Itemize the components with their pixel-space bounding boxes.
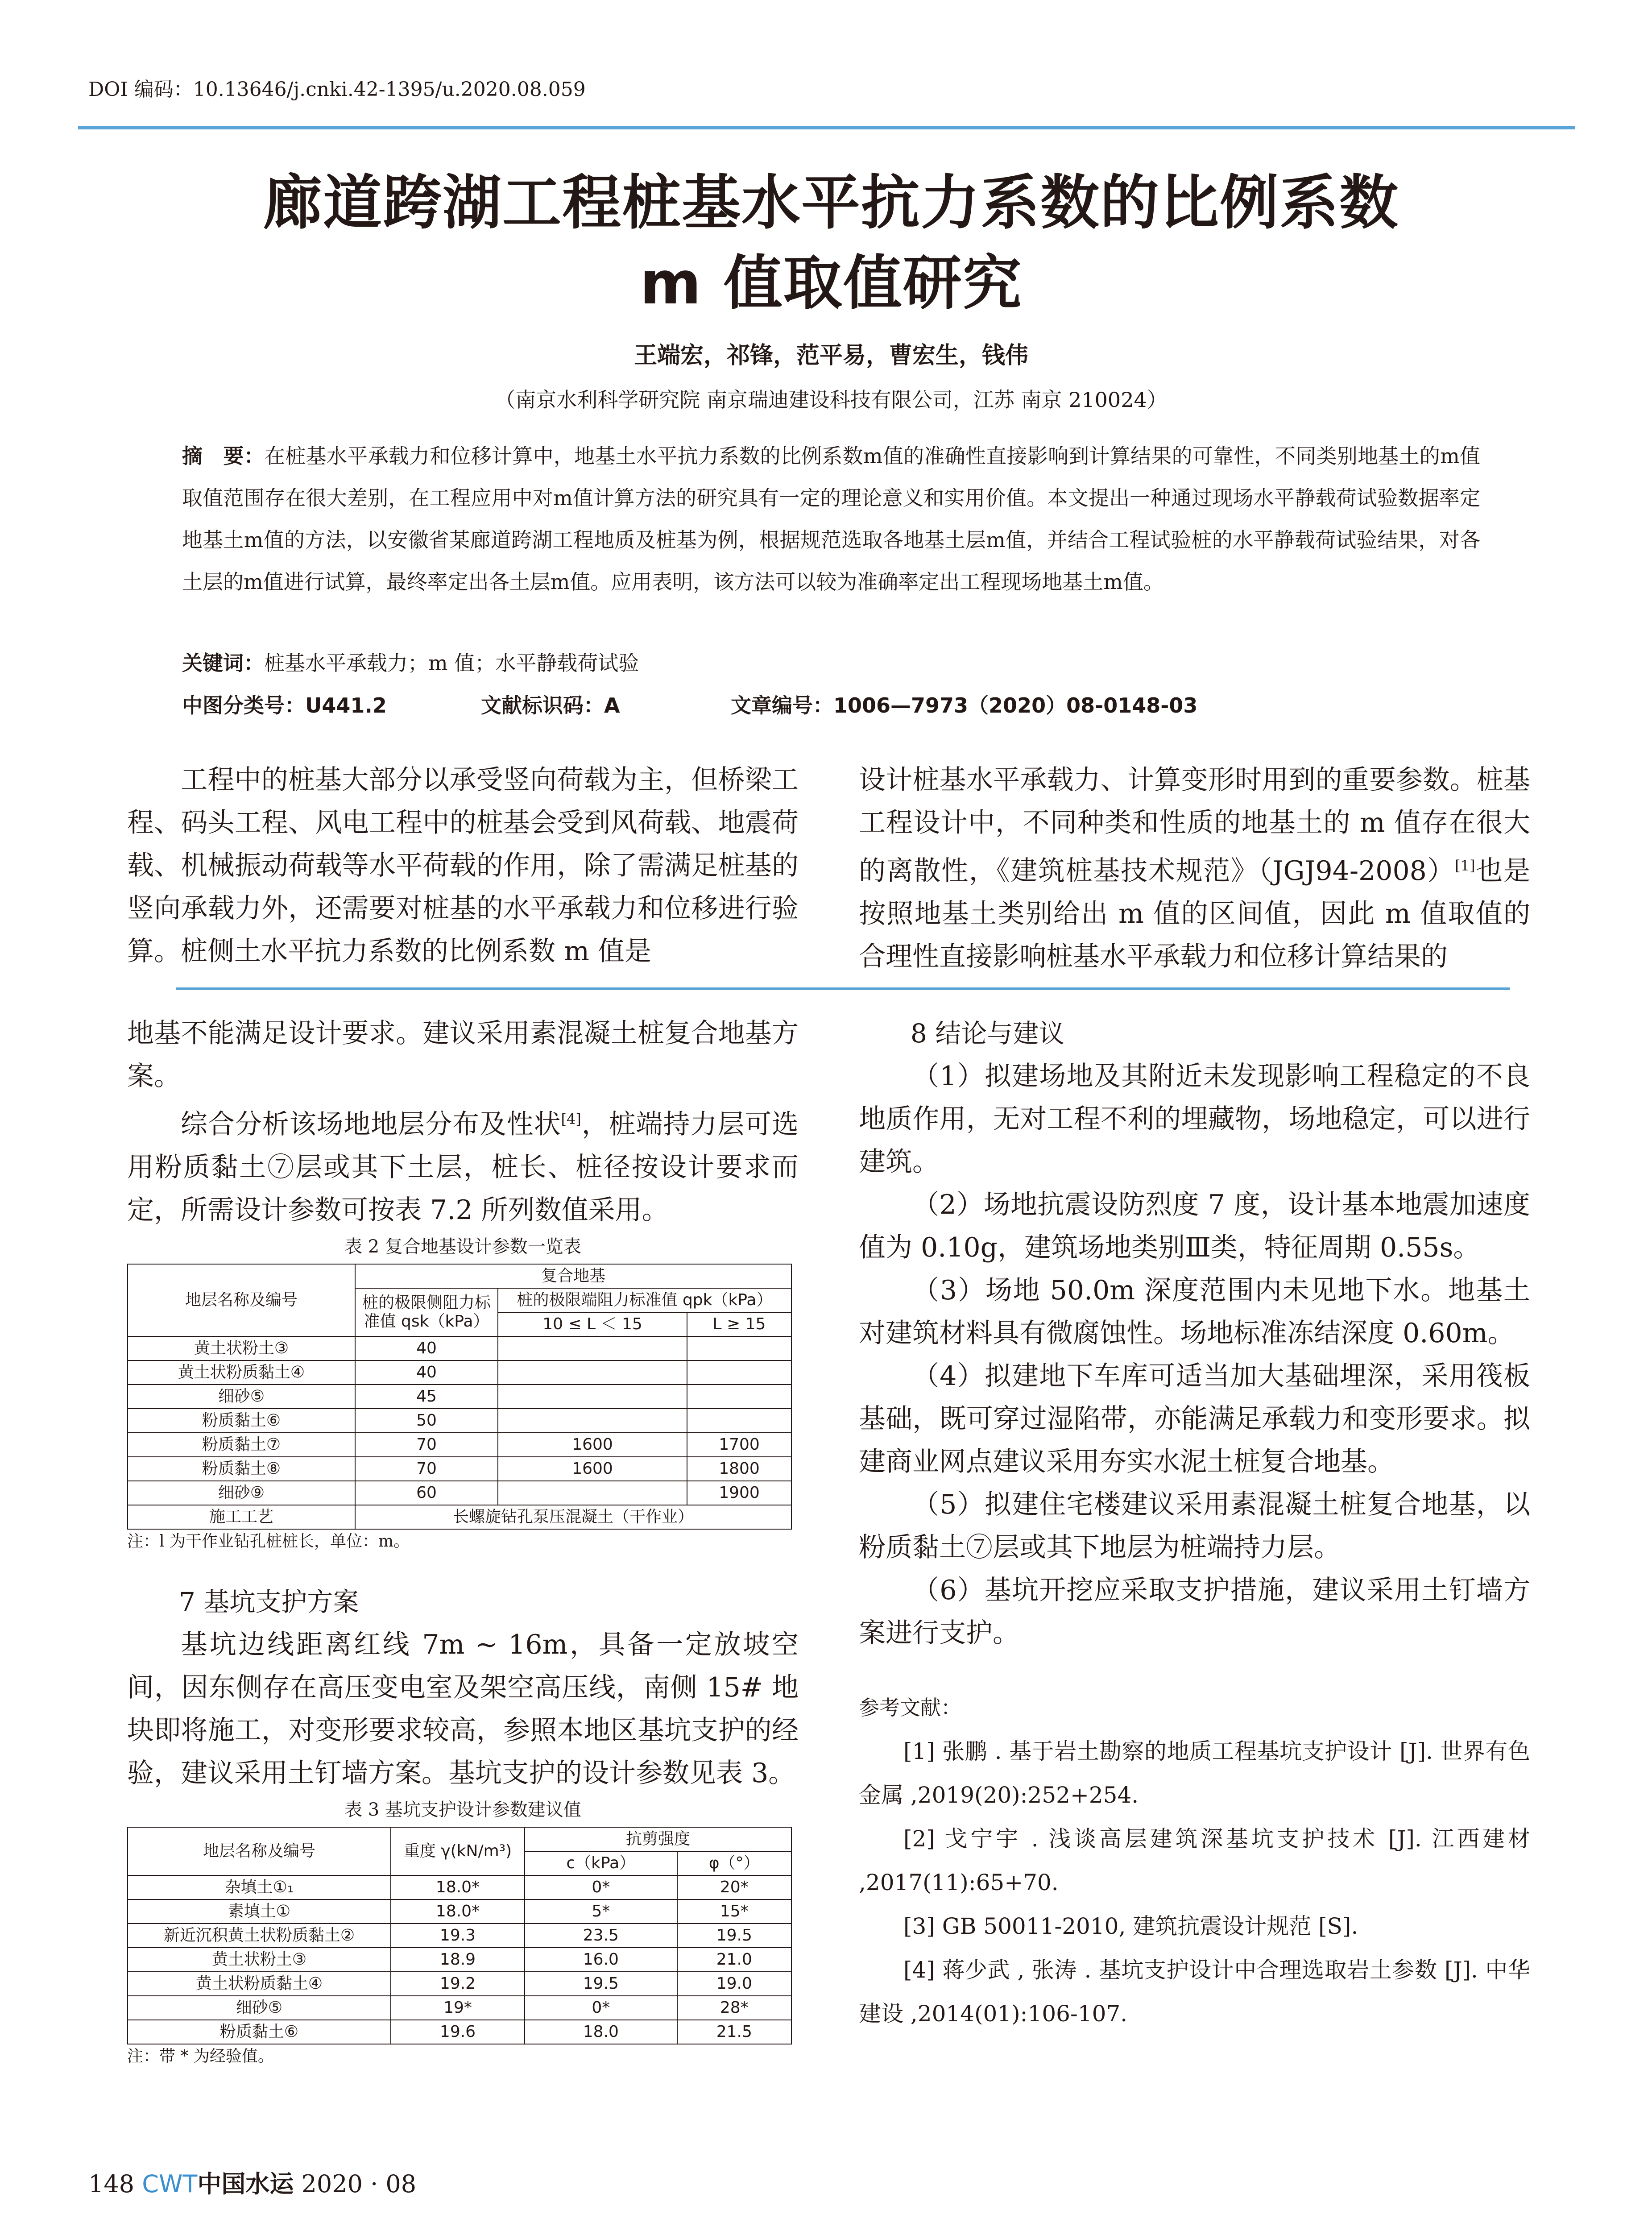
citation-4: [4]: [561, 1111, 581, 1128]
keywords: [182, 647, 639, 676]
table-cell: 粉质黏土⑦: [128, 1433, 355, 1457]
table-cell: 40: [355, 1336, 498, 1360]
table-row: [128, 1875, 791, 1899]
page-number: 148: [88, 2170, 135, 2198]
table3-header-c: c（kPa）: [525, 1851, 677, 1875]
intro-left-column: [127, 759, 799, 973]
table-cell: [498, 1409, 687, 1433]
table-row: [128, 2020, 791, 2044]
table-cell: 细砂⑤: [128, 1996, 391, 2020]
table-row: [128, 1360, 791, 1385]
table3-header-shear: 抗剪强度: [525, 1827, 791, 1851]
reference-item: [2] 戈宁宇 . 浅谈高层建筑深基坑支护技术 [J]. 江西建材 ,2017(11):65+70.: [859, 1826, 1530, 1895]
brand-logo-text: CWT: [142, 2170, 198, 2198]
table-row: [128, 1899, 791, 1924]
section-divider: [176, 987, 1510, 990]
table3-note: 注：带 * 为经验值。: [127, 2047, 274, 2065]
table-cell: 20*: [677, 1875, 791, 1899]
table-row: [128, 1948, 791, 1972]
intro-right-part-b: 也是按照地基土类别给出 m 值的区间值，因此 m 值取值的合理性直接影响桩基水平承载力和位移计算结果的: [859, 855, 1530, 972]
table3-header-gamma: 重度 γ(kN/m³): [391, 1827, 525, 1875]
table-cell: 19.0: [677, 1972, 791, 1996]
classification-line: [182, 689, 1197, 719]
table-row: [128, 1924, 791, 1948]
table-row: [128, 1996, 791, 2020]
article-title-line2: m 值取值研究: [640, 249, 1023, 318]
conclusion-item: （3）场地 50.0m 深度范围内未见地下水。地基土对建筑材料具有微腐蚀性。场地标准冻结深度 0.60m。: [859, 1275, 1530, 1349]
table-cell: [498, 1385, 687, 1409]
table-cell: [498, 1481, 687, 1505]
table-cell: 45: [355, 1385, 498, 1409]
table-row: [128, 1433, 791, 1457]
affiliation: （南京水利科学研究院 南京瑞迪建设科技有限公司，江苏 南京 210024）: [495, 388, 1168, 412]
lower-left-column: [127, 1012, 799, 2069]
table-cell: [687, 1385, 791, 1409]
conclusion-item: （5）拟建住宅楼建议采用素混凝土桩复合地基，以粉质黏土⑦层或其下地层为桩端持力层。: [859, 1489, 1530, 1563]
section-7-heading: 7 基坑支护方案: [179, 1587, 359, 1617]
table-cell: 18.0: [525, 2020, 677, 2044]
table-cell: [498, 1360, 687, 1385]
table-cell: 黄土状粉土③: [128, 1336, 355, 1360]
lower-right-column: [859, 1012, 1530, 2036]
page-footer: [88, 2165, 416, 2199]
table2-header-end: 桩的极限端阻力标准值 qpk（kPa）: [498, 1288, 791, 1312]
table-cell: 60: [355, 1481, 498, 1505]
table-row: [128, 1505, 791, 1529]
table-cell: 细砂⑤: [128, 1385, 355, 1409]
table-row: [128, 1457, 791, 1481]
reference-item: [1] 张鹏 . 基于岩土勘察的地质工程基坑支护设计 [J]. 世界有色金属 ,2019(20):252+254.: [859, 1738, 1530, 1808]
keywords-label: 关键词：: [182, 651, 264, 675]
table-cell: [687, 1336, 791, 1360]
table2-note: 注：l 为干作业钻孔桩桩长，单位：m。: [127, 1532, 410, 1551]
table-cell: 粉质黏土⑥: [128, 2020, 391, 2044]
table3-caption: 表 3 基坑支护设计参数建议值: [344, 1800, 581, 1820]
table3-header-phi: φ（°）: [677, 1851, 791, 1875]
table-row: [128, 1972, 791, 1996]
table-cell: 1700: [687, 1433, 791, 1457]
table2-header-side: 桩的极限侧阻力标准值 qsk（kPa）: [355, 1288, 498, 1336]
table-cell: 19*: [391, 1996, 525, 2020]
doi-line: DOI 编码：10.13646/j.cnki.42-1395/u.2020.08.059: [88, 78, 586, 101]
table-cell: [687, 1360, 791, 1385]
table2-caption: 表 2 复合地基设计参数一览表: [344, 1236, 581, 1257]
intro-right-column: [859, 759, 1530, 978]
table-cell: 素填土①: [128, 1899, 391, 1924]
document-code: 文献标识码：A: [481, 693, 620, 717]
table-row: [128, 1409, 791, 1433]
table-cell: 18.0*: [391, 1875, 525, 1899]
table-cell: 1800: [687, 1457, 791, 1481]
table-cell: [687, 1409, 791, 1433]
table-cell: 50: [355, 1409, 498, 1433]
section-8-heading: 8 结论与建议: [911, 1018, 1065, 1049]
table-cell: 施工工艺: [128, 1505, 355, 1529]
table-cell: 粉质黏土⑥: [128, 1409, 355, 1433]
intro-right-text: [859, 759, 1530, 978]
table-cell: [498, 1336, 687, 1360]
table2-header-l2: L ≥ 15: [687, 1312, 791, 1336]
table-cell: 5*: [525, 1899, 677, 1924]
table-cell: 黄土状粉质黏土④: [128, 1360, 355, 1385]
table-cell: 黄土状粉质黏土④: [128, 1972, 391, 1996]
table2-header-l1: 10 ≤ L ＜ 15: [498, 1312, 687, 1336]
table-cell: 19.3: [391, 1924, 525, 1948]
table-cell: 18.9: [391, 1948, 525, 1972]
citation-1: [1]: [1455, 857, 1475, 874]
strata-text-a: 综合分析该场地地层分布及性状: [181, 1109, 561, 1140]
table-cell: 40: [355, 1360, 498, 1385]
conclusion-item: （6）基坑开挖应采取支护措施，建议采用土钉墙方案进行支护。: [859, 1575, 1530, 1649]
table-cell: 70: [355, 1433, 498, 1457]
table-cell: 1900: [687, 1481, 791, 1505]
table-cell: 19.5: [525, 1972, 677, 1996]
strata-text-b: ，桩端持力层可选用粉质黏土⑦层或其下土层，桩长、桩径按设计要求而定，所需设计参数可按表 7.2 所列数值采用。: [127, 1109, 799, 1226]
table-cell: 粉质黏土⑧: [128, 1457, 355, 1481]
paragraph-strata: [127, 1098, 799, 1232]
table-cell: 19.5: [677, 1924, 791, 1948]
table-cell: 70: [355, 1457, 498, 1481]
table-row: [128, 1481, 791, 1505]
table-cell: 0*: [525, 1996, 677, 2020]
table3-header-name: 地层名称及编号: [128, 1827, 391, 1875]
table-cell: 0*: [525, 1875, 677, 1899]
table-cell: 28*: [677, 1996, 791, 2020]
header-rule: [78, 126, 1575, 129]
issue-number: 2020 · 08: [301, 2170, 417, 2198]
table-row: [128, 1385, 791, 1409]
table-cell: 18.0*: [391, 1899, 525, 1924]
table-cell: 1600: [498, 1457, 687, 1481]
paragraph-foundation: 地基不能满足设计要求。建议采用素混凝土桩复合地基方案。: [127, 1018, 799, 1092]
table-cell: 19.2: [391, 1972, 525, 1996]
references: [859, 1686, 1530, 2036]
table-cell: 21.0: [677, 1948, 791, 1972]
table-cell: 杂填土①₁: [128, 1875, 391, 1899]
abstract: [182, 435, 1480, 603]
conclusion-item: （4）拟建地下车库可适当加大基础埋深，采用筏板基础，既可穿过湿陷带，亦能满足承载力和变形要求。拟建商业网点建议采用夯实水泥土桩复合地基。: [859, 1360, 1530, 1477]
table-cell: 细砂⑨: [128, 1481, 355, 1505]
table-cell: 新近沉积黄土状粉质黏土②: [128, 1924, 391, 1948]
table2-header-group: 复合地基: [355, 1264, 791, 1288]
paragraph-excavation: 基坑边线距离红线 7m ~ 16m，具备一定放坡空间，因东侧存在高压变电室及架空高压线，南侧 15# 地块即将施工，对变形要求较高，参照本地区基坑支护的经验，建议采用土钉墙方案。基坑支护的设计参数见表 3。: [127, 1629, 799, 1789]
reference-item: [3] GB 50011-2010, 建筑抗震设计规范 [S].: [903, 1913, 1358, 1939]
conclusion-item: （1）拟建场地及其附近未发现影响工程稳定的不良地质作用，无对工程不利的埋藏物，场地稳定，可以进行建筑。: [859, 1061, 1530, 1178]
table3: [127, 1827, 792, 2044]
conclusion-item: （2）场地抗震设防烈度 7 度，设计基本地震加速度值为 0.10g，建筑场地类别Ⅲ类，特征周期 0.55s。: [859, 1189, 1530, 1263]
article-number: 文章编号：1006—7973（2020）08-0148-03: [731, 693, 1198, 717]
abstract-text: 在桩基水平承载力和位移计算中，地基土水平抗力系数的比例系数m值的准确性直接影响到计算结果的可靠性，不同类别地基土的m值取值范围存在很大差别，在工程应用中对m值计算方法的研究具有一定的理论意义和实用价值。本文提出一种通过现场水平静载荷试验数据率定地基土m值的方法，以安徽省某廊道跨湖工程地质及桩基为例，根据规范选取各地基土层m值，并结合工程试验桩的水平静载荷试验结果，对各土层的m值进行试算，最终率定出各土层m值。应用表明，该方法可以较为准确率定出工程现场地基土m值。: [182, 444, 1481, 594]
article-title-line1: 廊道跨湖工程桩基水平抗力系数的比例系数: [263, 169, 1399, 237]
table-cell: 长螺旋钻孔泵压混凝土（干作业）: [355, 1505, 791, 1529]
keywords-text: 桩基水平承载力；m 值；水平静载荷试验: [264, 651, 639, 675]
intro-left-text: 工程中的桩基大部分以承受竖向荷载为主，但桥梁工程、码头工程、风电工程中的桩基会受到风荷载、地震荷载、机械振动荷载等水平荷载的作用，除了需满足桩基的竖向承载力外，还需要对桩基的水平承载力和位移进行验算。桩侧土水平抗力系数的比例系数 m 值是: [127, 764, 799, 967]
table-cell: 21.5: [677, 2020, 791, 2044]
table-cell: 19.6: [391, 2020, 525, 2044]
magazine-name: 中国水运: [197, 2170, 294, 2198]
abstract-label: 摘 要：: [182, 444, 265, 468]
table-cell: 23.5: [525, 1924, 677, 1948]
table2-header-name: 地层名称及编号: [128, 1264, 355, 1336]
authors: 王端宏，祁锋，范平易，曹宏生，钱伟: [633, 342, 1028, 369]
reference-item: [4] 蒋少武 , 张涛 . 基坑支护设计中合理选取岩土参数 [J]. 中华建设 ,2014(01):106-107.: [859, 1957, 1530, 2027]
intro-right-part-a: 设计桩基水平承载力、计算变形时用到的重要参数。桩基工程设计中，不同种类和性质的地基土的 m 值存在很大的离散性，《建筑桩基技术规范》（JGJ94-2008）: [859, 764, 1530, 887]
table-cell: 黄土状粉土③: [128, 1948, 391, 1972]
table-cell: 16.0: [525, 1948, 677, 1972]
table-cell: 1600: [498, 1433, 687, 1457]
table-row: [128, 1336, 791, 1360]
clc-number: 中图分类号：U441.2: [182, 693, 387, 717]
table2: [127, 1264, 792, 1530]
references-title: 参考文献：: [859, 1696, 961, 1720]
table-cell: 15*: [677, 1899, 791, 1924]
